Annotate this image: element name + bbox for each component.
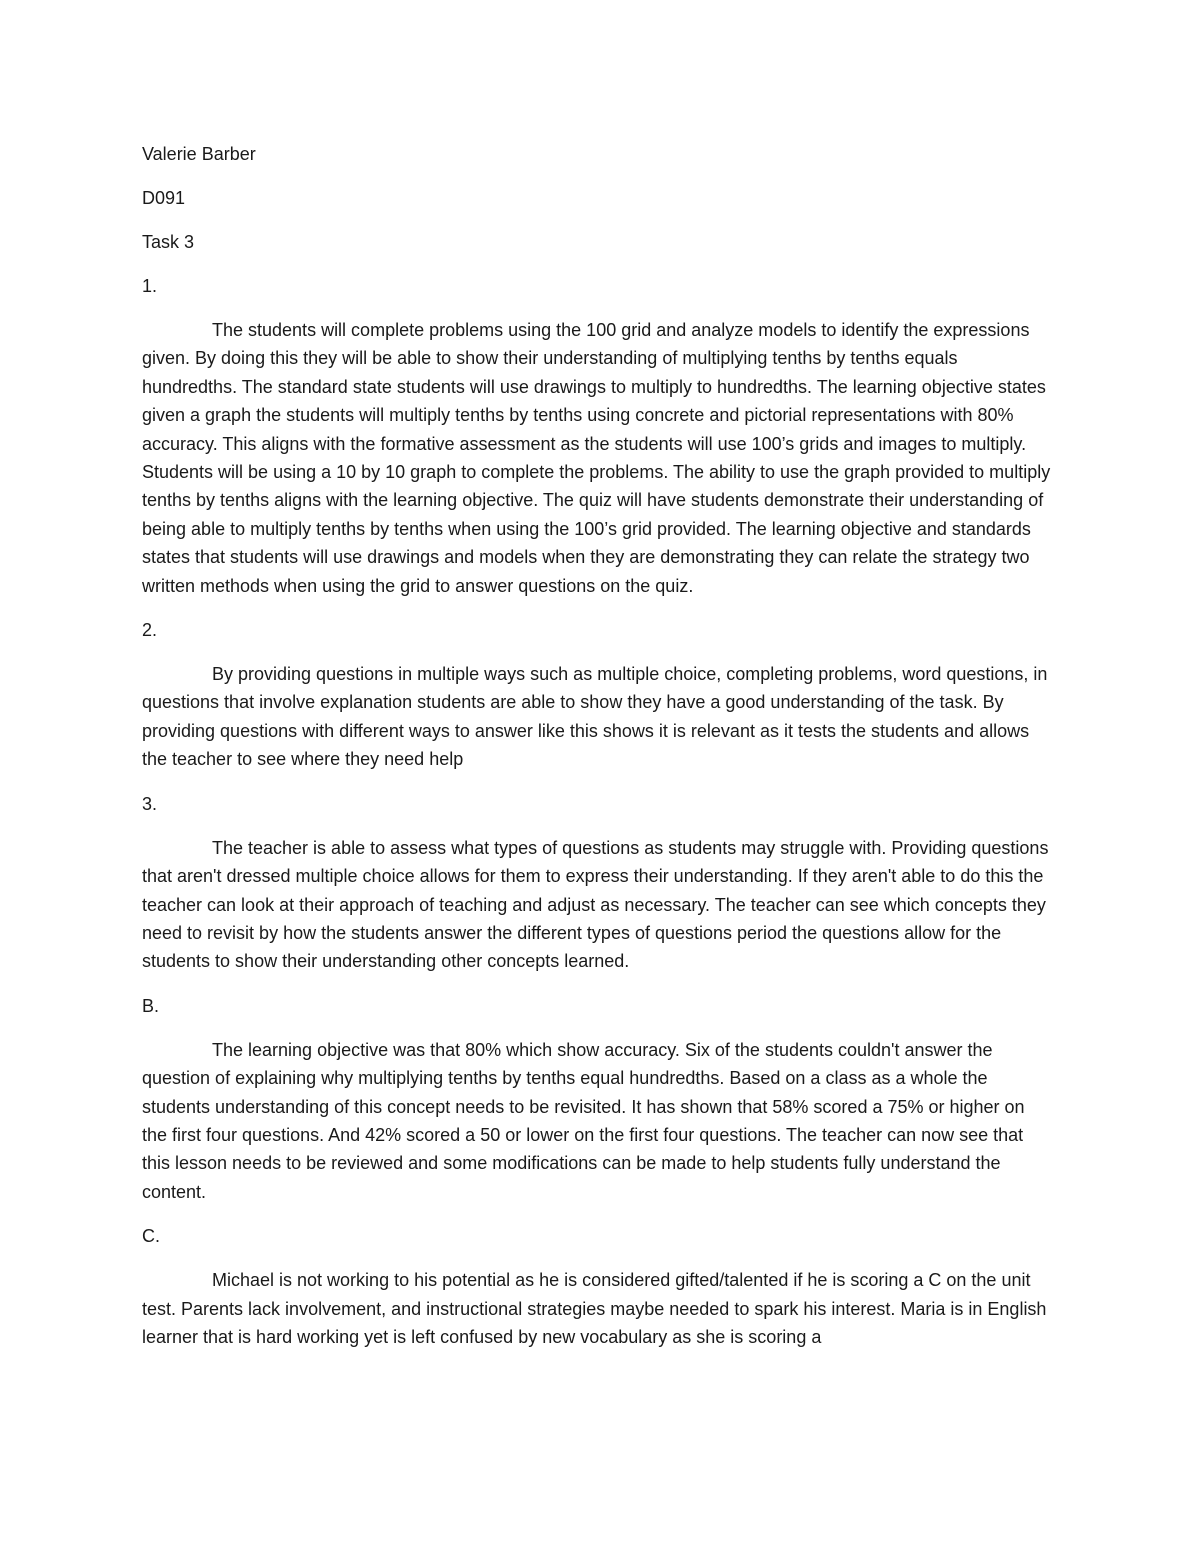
section-2-paragraph: By providing questions in multiple ways such as multiple choice, completing problems, word questions, in questions that involve explanation students are able to show they have a good understanding of the task. By providing questions with different ways to answer like this shows it is relevant as it tests the students and allows the teacher to see where they need help [142,664,1048,770]
document-page [142,140,1052,1367]
course-code: D091 [142,188,186,208]
section-b-paragraph: The learning objective was that 80% which show accuracy. Six of the students couldn't answer the question of explaining why multiplying tenths by tenths equal hundredths. Based on a class as a whole the students understanding of this concept needs to be revisited. It has shown that 58% scored a 75% or higher on the first four questions. And 42% scored a 50 or lower on the first four questions. The teacher can now see that this lesson needs to be reviewed and some modifications can be made to help students fully understand the content. [142,1039,1025,1202]
author-name: Valerie Barber [142,144,256,164]
section-b-heading: B. [142,995,160,1016]
section-3-paragraph: The teacher is able to assess what types of questions as students may struggle with. Providing questions that aren't dressed multiple choice allows for them to express their understanding. If they aren't able to do this the teacher can look at their approach of teaching and adjust as necessary. The teacher can see which concepts they need to revisit by how the students answer the different types of questions period the questions allow for the students to show their understanding other concepts learned. [142,837,1049,972]
section-1-paragraph: The students will complete problems using the 100 grid and analyze models to identify the expressions given. By doing this they will be able to show their understanding of multiplying tenths by tenths equals hundredths. The standard state students will use drawings to multiply to hundredths. The learning objective states given a graph the students will multiply tenths by tenths using concrete and pictorial representations with 80% accuracy. This aligns with the formative assessment as the students will use 100’s grids and images to multiply. Students will be using a 10 by 10 graph to complete the problems. The ability to use the graph provided to multiply tenths by tenths aligns with the learning objective. The quiz will have students demonstrate their understanding of being able to multiply tenths by tenths when using the 100’s grid provided. The learning objective and standards states that students will use drawings and models when they are demonstrating they can relate the strategy two written methods when using the grid to answer questions on the quiz. [142,320,1051,596]
section-c-paragraph: Michael is not working to his potential as he is considered gifted/talented if he is scoring a C on the unit test. Parents lack involvement, and instructional strategies maybe needed to spark his interest. Maria is in English learner that is hard working yet is left confused by new vocabulary as she is scoring a [142,1270,1047,1347]
section-c-heading: C. [142,1226,160,1247]
section-3-heading: 3. [142,793,158,814]
task-title: Task 3 [142,232,195,252]
section-1-heading: 1. [142,276,158,296]
section-2-heading: 2. [142,620,158,641]
